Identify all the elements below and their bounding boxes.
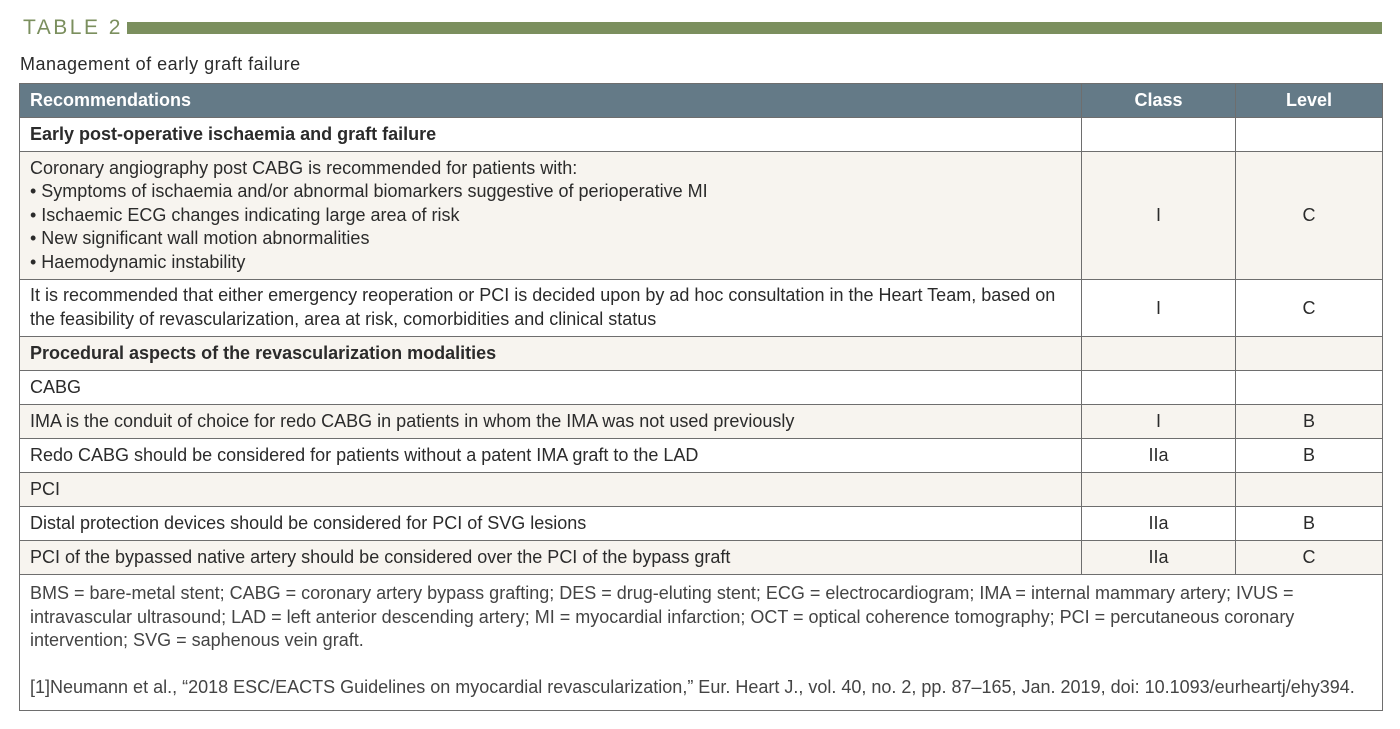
table-header-row (20, 84, 1383, 118)
reference-citation: [1]Neumann et al., “2018 ESC/EACTS Guidelines on myocardial revascularization,” Eur. Heart J., vol. 40, no. 2, pp. 87–165, Jan. 2019, doi: 10.1093/eurheartj/ehy394. (30, 676, 1355, 697)
section-title: Early post-operative ischaemia and graft failure (20, 118, 1082, 152)
subsection-title: CABG (20, 371, 1082, 405)
recommendation-cell: IMA is the conduit of choice for redo CABG in patients in whom the IMA was not used previously (20, 405, 1082, 439)
recommendation-row (20, 405, 1383, 439)
level-cell: B (1236, 507, 1383, 541)
abbreviations-line: intravascular ultrasound; LAD = left anterior descending artery; MI = myocardial infarction; OCT = optical coherence tomography; PCI = percutaneous coronary (30, 606, 1295, 627)
footnote-cell (20, 575, 1383, 711)
recommendation-cell (20, 152, 1082, 280)
recommendation-row (20, 541, 1383, 575)
level-cell: C (1236, 152, 1383, 280)
recommendation-cell (20, 280, 1082, 337)
class-cell: I (1082, 405, 1236, 439)
recommendation-line: the feasibility of revascularization, area at risk, comorbidities and clinical status (30, 309, 657, 329)
level-cell: B (1236, 439, 1383, 473)
class-cell: IIa (1082, 439, 1236, 473)
accent-rule (127, 22, 1382, 34)
abbreviations-line: intervention; SVG = saphenous vein graft. (30, 630, 364, 651)
section-title: Procedural aspects of the revascularization modalities (20, 337, 1082, 371)
level-cell: B (1236, 405, 1383, 439)
column-header-class: Class (1082, 84, 1236, 118)
recommendation-bullet: • Ischaemic ECG changes indicating large area of risk (30, 204, 460, 225)
table-label-row (23, 14, 1382, 42)
level-cell (1236, 371, 1383, 405)
footnote-row (20, 575, 1383, 711)
class-cell: IIa (1082, 507, 1236, 541)
class-cell: I (1082, 280, 1236, 337)
recommendation-cell: Distal protection devices should be considered for PCI of SVG lesions (20, 507, 1082, 541)
column-header-recommendations: Recommendations (20, 84, 1082, 118)
subsection-row (20, 371, 1383, 405)
section-row (20, 118, 1383, 152)
recommendation-row (20, 507, 1383, 541)
subsection-row (20, 473, 1383, 507)
recommendation-bullet: • Haemodynamic instability (30, 251, 246, 272)
level-cell (1236, 118, 1383, 152)
recommendation-row (20, 152, 1383, 280)
subsection-title: PCI (20, 473, 1082, 507)
class-cell (1082, 118, 1236, 152)
recommendation-line: Coronary angiography post CABG is recommended for patients with: (30, 157, 578, 178)
recommendation-cell: Redo CABG should be considered for patients without a patent IMA graft to the LAD (20, 439, 1082, 473)
recommendation-cell: PCI of the bypassed native artery should be considered over the PCI of the bypass graft (20, 541, 1082, 575)
abbreviations-line: BMS = bare-metal stent; CABG = coronary artery bypass grafting; DES = drug-eluting stent; ECG = electrocardiogram; IMA = internal mammary artery; IVUS = (30, 583, 1294, 603)
column-header-level: Level (1236, 84, 1383, 118)
recommendations-table (19, 83, 1383, 711)
class-cell (1082, 473, 1236, 507)
recommendation-line: It is recommended that either emergency reoperation or PCI is decided upon by ad hoc consultation in the Heart Team, based on (30, 285, 1056, 306)
level-cell: C (1236, 280, 1383, 337)
recommendation-bullet: • New significant wall motion abnormalities (30, 228, 370, 249)
class-cell (1082, 371, 1236, 405)
level-cell (1236, 473, 1383, 507)
table-number-label: TABLE 2 (23, 16, 123, 39)
recommendation-row (20, 439, 1383, 473)
class-cell: I (1082, 152, 1236, 280)
level-cell: C (1236, 541, 1383, 575)
table-caption: Management of early graft failure (20, 54, 301, 74)
level-cell (1236, 337, 1383, 371)
recommendation-bullet: • Symptoms of ischaemia and/or abnormal biomarkers suggestive of perioperative MI (30, 181, 708, 202)
recommendation-row (20, 280, 1383, 337)
class-cell: IIa (1082, 541, 1236, 575)
class-cell (1082, 337, 1236, 371)
section-row (20, 337, 1383, 371)
